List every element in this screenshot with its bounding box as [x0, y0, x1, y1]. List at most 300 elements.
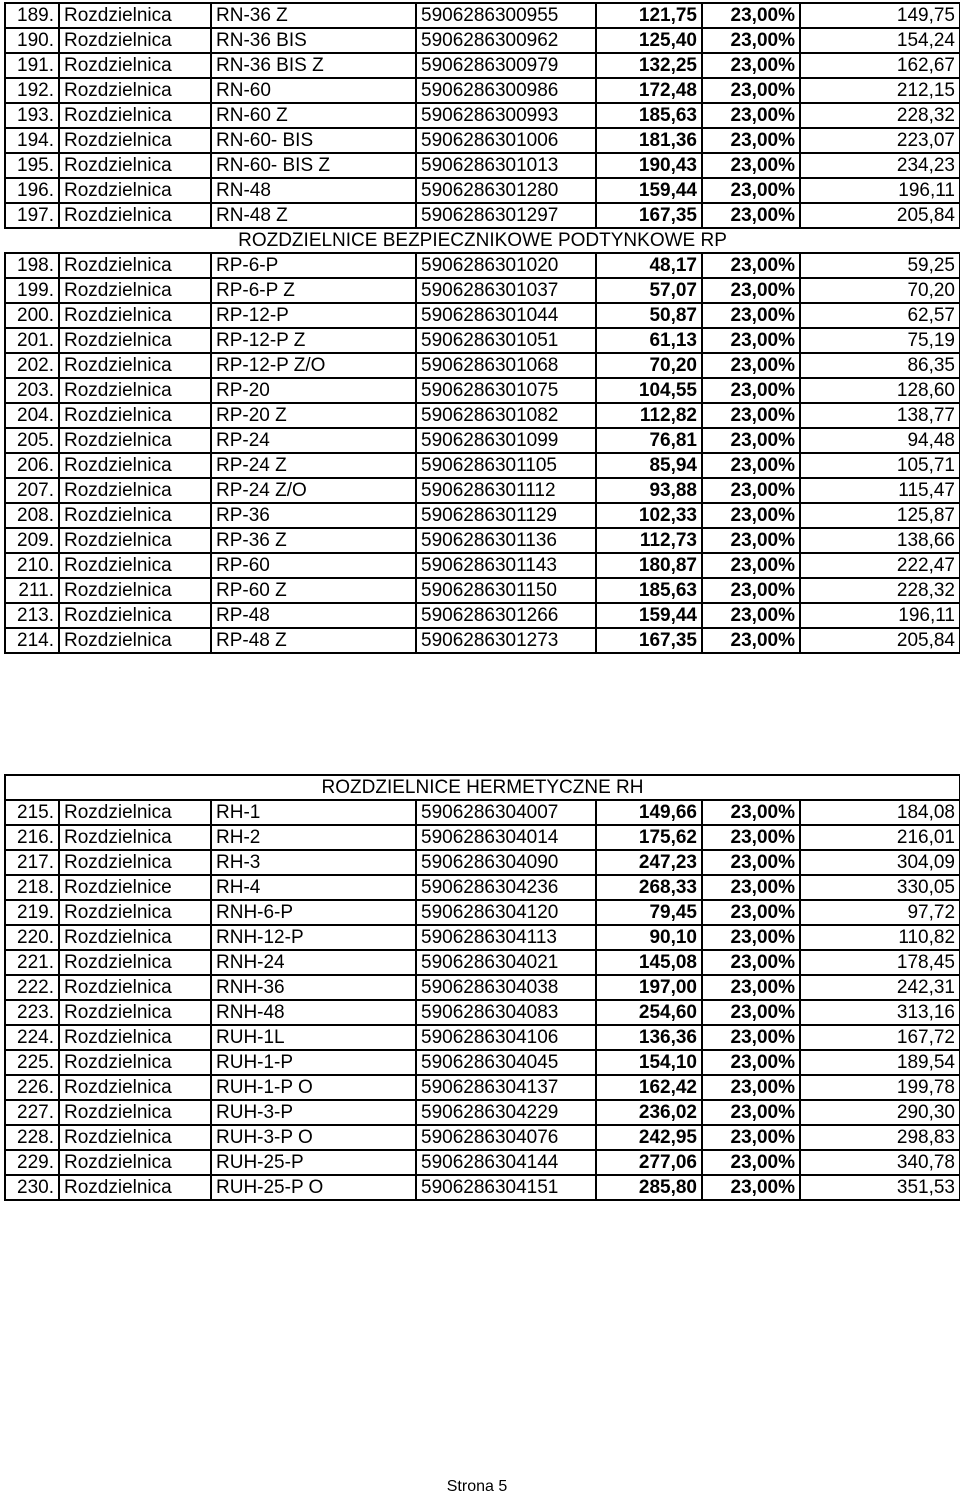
- cell-net: 61,13: [596, 328, 702, 353]
- cell-ean: 5906286300993: [416, 103, 596, 128]
- cell-gross: 125,87: [800, 503, 960, 528]
- cell-model: RUH-1-P: [211, 1050, 416, 1075]
- cell-net: 172,48: [596, 78, 702, 103]
- cell-vat: 23,00%: [702, 875, 800, 900]
- cell-gross: 178,45: [800, 950, 960, 975]
- table-row: [5, 1125, 960, 1150]
- cell-no: 196.: [5, 178, 59, 203]
- cell-net: 70,20: [596, 353, 702, 378]
- cell-model: RP-24 Z/O: [211, 478, 416, 503]
- table-row: [5, 578, 960, 603]
- table-row: [5, 353, 960, 378]
- cell-no: 221.: [5, 950, 59, 975]
- cell-gross: 222,47: [800, 553, 960, 578]
- cell-net: 190,43: [596, 153, 702, 178]
- table-row: [5, 628, 960, 653]
- cell-gross: 234,23: [800, 153, 960, 178]
- cell-no: 224.: [5, 1025, 59, 1050]
- table-row: [5, 253, 960, 278]
- cell-no: 230.: [5, 1175, 59, 1200]
- cell-model: RN-36 BIS: [211, 28, 416, 53]
- cell-net: 48,17: [596, 253, 702, 278]
- cell-ean: 5906286301013: [416, 153, 596, 178]
- table-row: [5, 850, 960, 875]
- cell-no: 201.: [5, 328, 59, 353]
- cell-no: 206.: [5, 453, 59, 478]
- cell-ean: 5906286304106: [416, 1025, 596, 1050]
- cell-vat: 23,00%: [702, 253, 800, 278]
- cell-model: RP-48: [211, 603, 416, 628]
- cell-ean: 5906286304076: [416, 1125, 596, 1150]
- cell-model: RP-6-P: [211, 253, 416, 278]
- table-row: [5, 900, 960, 925]
- section-title-rp: ROZDZIELNICE BEZPIECZNIKOWE PODTYNKOWE RP: [5, 228, 960, 253]
- cell-ean: 5906286300986: [416, 78, 596, 103]
- cell-gross: 205,84: [800, 628, 960, 653]
- cell-name: Rozdzielnica: [59, 1075, 211, 1100]
- cell-vat: 23,00%: [702, 1075, 800, 1100]
- cell-net: 93,88: [596, 478, 702, 503]
- cell-vat: 23,00%: [702, 403, 800, 428]
- cell-ean: 5906286304014: [416, 825, 596, 850]
- cell-model: RNH-36: [211, 975, 416, 1000]
- cell-gross: 149,75: [800, 3, 960, 28]
- cell-no: 197.: [5, 203, 59, 228]
- cell-name: Rozdzielnica: [59, 578, 211, 603]
- cell-ean: 5906286301082: [416, 403, 596, 428]
- cell-no: 198.: [5, 253, 59, 278]
- price-table-rh: [4, 774, 960, 1201]
- cell-vat: 23,00%: [702, 578, 800, 603]
- cell-model: RP-36: [211, 503, 416, 528]
- cell-vat: 23,00%: [702, 378, 800, 403]
- cell-gross: 162,67: [800, 53, 960, 78]
- cell-net: 197,00: [596, 975, 702, 1000]
- table-row: [5, 800, 960, 825]
- cell-vat: 23,00%: [702, 925, 800, 950]
- cell-net: 57,07: [596, 278, 702, 303]
- cell-name: Rozdzielnica: [59, 553, 211, 578]
- cell-name: Rozdzielnica: [59, 378, 211, 403]
- cell-gross: 59,25: [800, 253, 960, 278]
- cell-model: RN-60- BIS: [211, 128, 416, 153]
- cell-net: 242,95: [596, 1125, 702, 1150]
- cell-model: RP-60: [211, 553, 416, 578]
- cell-name: Rozdzielnica: [59, 303, 211, 328]
- cell-model: RP-48 Z: [211, 628, 416, 653]
- cell-net: 121,75: [596, 3, 702, 28]
- cell-gross: 138,66: [800, 528, 960, 553]
- cell-gross: 115,47: [800, 478, 960, 503]
- cell-name: Rozdzielnica: [59, 603, 211, 628]
- cell-ean: 5906286304038: [416, 975, 596, 1000]
- cell-model: RUH-3-P O: [211, 1125, 416, 1150]
- cell-model: RUH-3-P: [211, 1100, 416, 1125]
- cell-no: 208.: [5, 503, 59, 528]
- cell-gross: 351,53: [800, 1175, 960, 1200]
- cell-vat: 23,00%: [702, 28, 800, 53]
- cell-gross: 128,60: [800, 378, 960, 403]
- cell-model: RP-24 Z: [211, 453, 416, 478]
- table-row: [5, 975, 960, 1000]
- table-row: [5, 825, 960, 850]
- cell-ean: 5906286304229: [416, 1100, 596, 1125]
- cell-no: 226.: [5, 1075, 59, 1100]
- cell-model: RP-24: [211, 428, 416, 453]
- cell-model: RN-60: [211, 78, 416, 103]
- cell-model: RUH-25-P: [211, 1150, 416, 1175]
- cell-no: 210.: [5, 553, 59, 578]
- cell-model: RUH-25-P O: [211, 1175, 416, 1200]
- cell-name: Rozdzielnica: [59, 278, 211, 303]
- cell-no: 193.: [5, 103, 59, 128]
- cell-no: 216.: [5, 825, 59, 850]
- price-table-rh-body: [5, 775, 960, 1200]
- cell-no: 189.: [5, 3, 59, 28]
- cell-model: RP-12-P: [211, 303, 416, 328]
- cell-model: RNH-12-P: [211, 925, 416, 950]
- cell-name: Rozdzielnica: [59, 28, 211, 53]
- cell-gross: 196,11: [800, 603, 960, 628]
- table-row: [5, 103, 960, 128]
- cell-gross: 167,72: [800, 1025, 960, 1050]
- cell-no: 225.: [5, 1050, 59, 1075]
- cell-net: 180,87: [596, 553, 702, 578]
- cell-gross: 97,72: [800, 900, 960, 925]
- cell-no: 195.: [5, 153, 59, 178]
- cell-net: 175,62: [596, 825, 702, 850]
- cell-vat: 23,00%: [702, 950, 800, 975]
- cell-net: 85,94: [596, 453, 702, 478]
- cell-gross: 70,20: [800, 278, 960, 303]
- section-title-rh: ROZDZIELNICE HERMETYCZNE RH: [5, 775, 960, 800]
- cell-ean: 5906286301150: [416, 578, 596, 603]
- cell-name: Rozdzielnica: [59, 900, 211, 925]
- table-row: [5, 1175, 960, 1200]
- section-header-row: [5, 775, 960, 800]
- cell-vat: 23,00%: [702, 78, 800, 103]
- cell-no: 228.: [5, 1125, 59, 1150]
- table-row: [5, 403, 960, 428]
- table-row: [5, 1150, 960, 1175]
- cell-vat: 23,00%: [702, 975, 800, 1000]
- cell-vat: 23,00%: [702, 1100, 800, 1125]
- cell-no: 214.: [5, 628, 59, 653]
- cell-no: 205.: [5, 428, 59, 453]
- table-row: [5, 603, 960, 628]
- cell-net: 136,36: [596, 1025, 702, 1050]
- cell-no: 194.: [5, 128, 59, 153]
- cell-net: 185,63: [596, 103, 702, 128]
- cell-net: 162,42: [596, 1075, 702, 1100]
- cell-gross: 330,05: [800, 875, 960, 900]
- cell-vat: 23,00%: [702, 178, 800, 203]
- cell-model: RP-6-P Z: [211, 278, 416, 303]
- cell-no: 204.: [5, 403, 59, 428]
- cell-name: Rozdzielnica: [59, 428, 211, 453]
- cell-gross: 228,32: [800, 103, 960, 128]
- cell-name: Rozdzielnica: [59, 128, 211, 153]
- cell-vat: 23,00%: [702, 1125, 800, 1150]
- cell-no: 209.: [5, 528, 59, 553]
- cell-name: Rozdzielnica: [59, 103, 211, 128]
- cell-net: 76,81: [596, 428, 702, 453]
- cell-name: Rozdzielnica: [59, 203, 211, 228]
- section-header-row: [5, 228, 960, 253]
- cell-no: 199.: [5, 278, 59, 303]
- table-row: [5, 925, 960, 950]
- cell-ean: 5906286300955: [416, 3, 596, 28]
- cell-net: 159,44: [596, 603, 702, 628]
- table-row: [5, 203, 960, 228]
- cell-gross: 304,09: [800, 850, 960, 875]
- cell-ean: 5906286301068: [416, 353, 596, 378]
- table-row: [5, 303, 960, 328]
- cell-ean: 5906286301020: [416, 253, 596, 278]
- cell-no: 191.: [5, 53, 59, 78]
- cell-ean: 5906286301112: [416, 478, 596, 503]
- table-row: [5, 553, 960, 578]
- cell-vat: 23,00%: [702, 153, 800, 178]
- cell-no: 220.: [5, 925, 59, 950]
- price-table-rn-rp: [4, 2, 960, 654]
- cell-net: 254,60: [596, 1000, 702, 1025]
- cell-model: RNH-48: [211, 1000, 416, 1025]
- cell-vat: 23,00%: [702, 428, 800, 453]
- cell-model: RP-20: [211, 378, 416, 403]
- cell-vat: 23,00%: [702, 900, 800, 925]
- cell-net: 167,35: [596, 203, 702, 228]
- cell-gross: 184,08: [800, 800, 960, 825]
- cell-model: RH-3: [211, 850, 416, 875]
- cell-ean: 5906286304113: [416, 925, 596, 950]
- cell-vat: 23,00%: [702, 553, 800, 578]
- cell-vat: 23,00%: [702, 850, 800, 875]
- cell-name: Rozdzielnice: [59, 875, 211, 900]
- cell-no: 229.: [5, 1150, 59, 1175]
- cell-net: 268,33: [596, 875, 702, 900]
- table-row: [5, 3, 960, 28]
- cell-no: 203.: [5, 378, 59, 403]
- cell-name: Rozdzielnica: [59, 925, 211, 950]
- cell-vat: 23,00%: [702, 353, 800, 378]
- cell-vat: 23,00%: [702, 3, 800, 28]
- cell-vat: 23,00%: [702, 128, 800, 153]
- cell-vat: 23,00%: [702, 1150, 800, 1175]
- cell-gross: 86,35: [800, 353, 960, 378]
- cell-gross: 340,78: [800, 1150, 960, 1175]
- cell-gross: 212,15: [800, 78, 960, 103]
- cell-name: Rozdzielnica: [59, 328, 211, 353]
- table-row: [5, 78, 960, 103]
- cell-no: 200.: [5, 303, 59, 328]
- cell-ean: 5906286304045: [416, 1050, 596, 1075]
- cell-vat: 23,00%: [702, 328, 800, 353]
- table-row: [5, 428, 960, 453]
- cell-gross: 290,30: [800, 1100, 960, 1125]
- cell-name: Rozdzielnica: [59, 353, 211, 378]
- cell-ean: 5906286304144: [416, 1150, 596, 1175]
- cell-name: Rozdzielnica: [59, 478, 211, 503]
- table-row: [5, 1100, 960, 1125]
- cell-model: RUH-1-P O: [211, 1075, 416, 1100]
- cell-model: RP-60 Z: [211, 578, 416, 603]
- cell-name: Rozdzielnica: [59, 825, 211, 850]
- cell-vat: 23,00%: [702, 53, 800, 78]
- table-row: [5, 153, 960, 178]
- cell-no: 218.: [5, 875, 59, 900]
- cell-model: RN-36 BIS Z: [211, 53, 416, 78]
- cell-model: RP-36 Z: [211, 528, 416, 553]
- cell-no: 213.: [5, 603, 59, 628]
- cell-net: 79,45: [596, 900, 702, 925]
- cell-no: 192.: [5, 78, 59, 103]
- cell-gross: 242,31: [800, 975, 960, 1000]
- cell-model: RH-2: [211, 825, 416, 850]
- cell-name: Rozdzielnica: [59, 800, 211, 825]
- cell-net: 167,35: [596, 628, 702, 653]
- cell-name: Rozdzielnica: [59, 1100, 211, 1125]
- cell-net: 149,66: [596, 800, 702, 825]
- cell-net: 90,10: [596, 925, 702, 950]
- cell-name: Rozdzielnica: [59, 850, 211, 875]
- cell-vat: 23,00%: [702, 303, 800, 328]
- cell-ean: 5906286301266: [416, 603, 596, 628]
- cell-net: 159,44: [596, 178, 702, 203]
- cell-name: Rozdzielnica: [59, 503, 211, 528]
- table-row: [5, 1050, 960, 1075]
- cell-net: 277,06: [596, 1150, 702, 1175]
- cell-gross: 298,83: [800, 1125, 960, 1150]
- cell-name: Rozdzielnica: [59, 1050, 211, 1075]
- cell-name: Rozdzielnica: [59, 53, 211, 78]
- cell-vat: 23,00%: [702, 503, 800, 528]
- table-row: [5, 478, 960, 503]
- cell-name: Rozdzielnica: [59, 153, 211, 178]
- cell-ean: 5906286304236: [416, 875, 596, 900]
- page-number: Strona 5: [446, 1478, 508, 1495]
- cell-ean: 5906286304151: [416, 1175, 596, 1200]
- cell-vat: 23,00%: [702, 203, 800, 228]
- cell-name: Rozdzielnica: [59, 1025, 211, 1050]
- cell-net: 236,02: [596, 1100, 702, 1125]
- cell-ean: 5906286301044: [416, 303, 596, 328]
- cell-no: 223.: [5, 1000, 59, 1025]
- cell-vat: 23,00%: [702, 528, 800, 553]
- table-row: [5, 28, 960, 53]
- cell-no: 227.: [5, 1100, 59, 1125]
- cell-ean: 5906286300962: [416, 28, 596, 53]
- cell-net: 102,33: [596, 503, 702, 528]
- table-row: [5, 528, 960, 553]
- cell-ean: 5906286304083: [416, 1000, 596, 1025]
- cell-no: 219.: [5, 900, 59, 925]
- cell-model: RH-1: [211, 800, 416, 825]
- cell-model: RN-60- BIS Z: [211, 153, 416, 178]
- cell-gross: 110,82: [800, 925, 960, 950]
- table-row: [5, 328, 960, 353]
- cell-no: 215.: [5, 800, 59, 825]
- cell-ean: 5906286301051: [416, 328, 596, 353]
- table-row: [5, 128, 960, 153]
- cell-vat: 23,00%: [702, 1000, 800, 1025]
- cell-net: 132,25: [596, 53, 702, 78]
- cell-vat: 23,00%: [702, 825, 800, 850]
- cell-no: 190.: [5, 28, 59, 53]
- cell-model: RNH-6-P: [211, 900, 416, 925]
- cell-gross: 154,24: [800, 28, 960, 53]
- table-row: [5, 53, 960, 78]
- cell-gross: 62,57: [800, 303, 960, 328]
- table-row: [5, 503, 960, 528]
- cell-name: Rozdzielnica: [59, 403, 211, 428]
- cell-net: 181,36: [596, 128, 702, 153]
- cell-gross: 105,71: [800, 453, 960, 478]
- cell-gross: 199,78: [800, 1075, 960, 1100]
- cell-ean: 5906286301280: [416, 178, 596, 203]
- cell-model: RP-12-P Z: [211, 328, 416, 353]
- cell-gross: 75,19: [800, 328, 960, 353]
- cell-gross: 189,54: [800, 1050, 960, 1075]
- cell-no: 207.: [5, 478, 59, 503]
- cell-net: 112,73: [596, 528, 702, 553]
- cell-ean: 5906286301129: [416, 503, 596, 528]
- cell-ean: 5906286304120: [416, 900, 596, 925]
- cell-name: Rozdzielnica: [59, 453, 211, 478]
- cell-name: Rozdzielnica: [59, 178, 211, 203]
- cell-vat: 23,00%: [702, 453, 800, 478]
- cell-gross: 94,48: [800, 428, 960, 453]
- cell-gross: 205,84: [800, 203, 960, 228]
- cell-vat: 23,00%: [702, 1025, 800, 1050]
- price-table-rn-rp-body: [5, 3, 960, 653]
- cell-ean: 5906286304021: [416, 950, 596, 975]
- cell-ean: 5906286301099: [416, 428, 596, 453]
- table-row: [5, 875, 960, 900]
- cell-ean: 5906286301006: [416, 128, 596, 153]
- cell-vat: 23,00%: [702, 1050, 800, 1075]
- cell-model: RP-12-P Z/O: [211, 353, 416, 378]
- cell-vat: 23,00%: [702, 478, 800, 503]
- cell-vat: 23,00%: [702, 628, 800, 653]
- cell-net: 285,80: [596, 1175, 702, 1200]
- cell-no: 222.: [5, 975, 59, 1000]
- cell-name: Rozdzielnica: [59, 1150, 211, 1175]
- cell-model: RP-20 Z: [211, 403, 416, 428]
- cell-net: 125,40: [596, 28, 702, 53]
- cell-name: Rozdzielnica: [59, 253, 211, 278]
- cell-no: 217.: [5, 850, 59, 875]
- cell-ean: 5906286301136: [416, 528, 596, 553]
- cell-gross: 138,77: [800, 403, 960, 428]
- table-row: [5, 278, 960, 303]
- table-row: [5, 178, 960, 203]
- cell-gross: 223,07: [800, 128, 960, 153]
- table-row: [5, 378, 960, 403]
- cell-ean: 5906286301075: [416, 378, 596, 403]
- table-row: [5, 1075, 960, 1100]
- cell-net: 154,10: [596, 1050, 702, 1075]
- cell-gross: 216,01: [800, 825, 960, 850]
- cell-model: RUH-1L: [211, 1025, 416, 1050]
- cell-net: 50,87: [596, 303, 702, 328]
- cell-name: Rozdzielnica: [59, 528, 211, 553]
- table-row: [5, 950, 960, 975]
- cell-model: RN-60 Z: [211, 103, 416, 128]
- cell-net: 247,23: [596, 850, 702, 875]
- cell-model: RN-36 Z: [211, 3, 416, 28]
- cell-ean: 5906286301037: [416, 278, 596, 303]
